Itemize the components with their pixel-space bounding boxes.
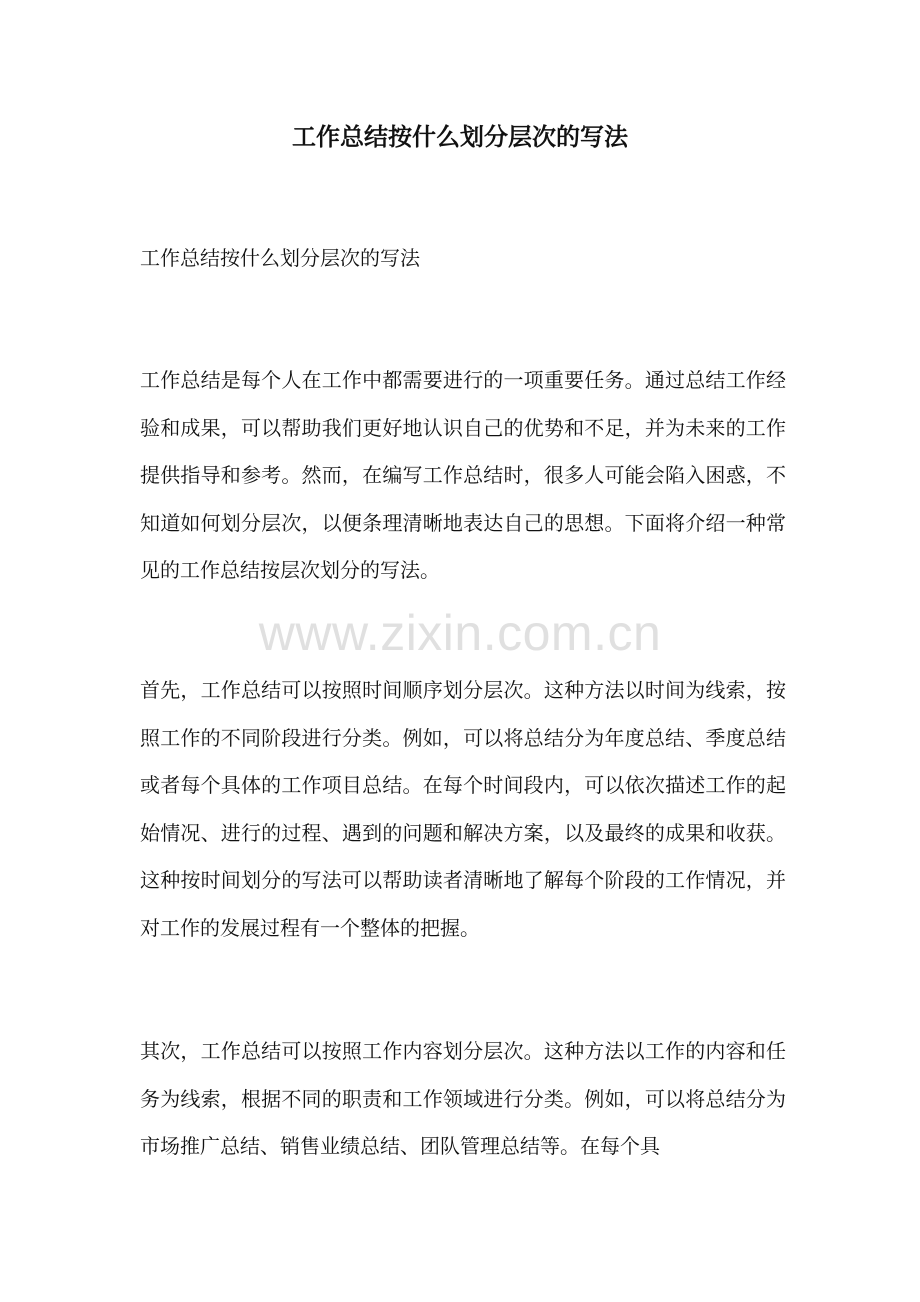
paragraph-time-order: 首先，工作总结可以按照时间顺序划分层次。这种方法以时间为线索，按照工作的不同阶段进行分类。例如，可以将总结分为年度总结、季度总结或者每个具体的工作项目总结。在每个时间段内，可以依次描述工作的起始情况、进行的过程、遇到的问题和解决方案，以及最终的成果和收获。这种按时间划分的写法可以帮助读者清晰地了解每个阶段的工作情况，并对工作的发展过程有一个整体的把握。 bbox=[140, 678, 786, 940]
document-subtitle: 工作总结按什么划分层次的写法 bbox=[140, 246, 420, 270]
document-title: 工作总结按什么划分层次的写法 bbox=[292, 122, 628, 151]
paragraph-intro: 工作总结是每个人在工作中都需要进行的一项重要任务。通过总结工作经验和成果，可以帮助我们更好地认识自己的优势和不足，并为未来的工作提供指导和参考。然而，在编写工作总结时，很多人可能会陷入困惑，不知道如何划分层次，以便条理清晰地表达自己的思想。下面将介绍一种常见的工作总结按层次划分的写法。 bbox=[140, 368, 786, 583]
paragraph-content-order: 其次，工作总结可以按照工作内容划分层次。这种方法以工作的内容和任务为线索，根据不同的职责和工作领域进行分类。例如，可以将总结分为市场推广总结、销售业绩总结、团队管理总结等。在每个具 bbox=[140, 1039, 786, 1159]
watermark-text: www.zixin.com.cn bbox=[258, 605, 662, 661]
